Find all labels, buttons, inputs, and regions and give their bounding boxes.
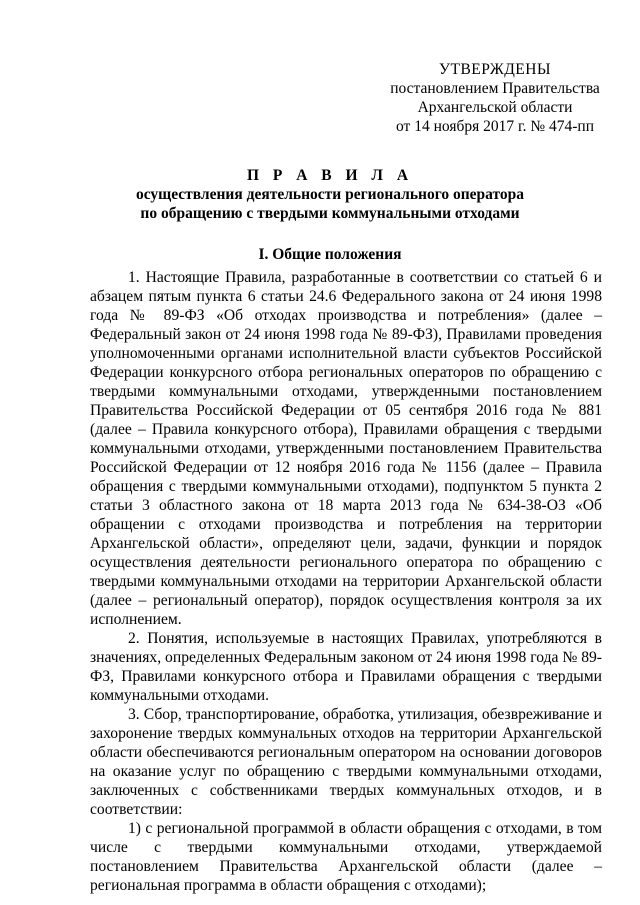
- title-heading: П Р А В И Л А: [246, 167, 414, 184]
- section-heading: I. Общие положения: [258, 246, 402, 263]
- paragraph: 1) с региональной программой в области обращения с отходами, в том числе с твердыми коммунальными отходами, утверждаемой постановлением Правительства Архангельской области (далее – региональная программа в области обращения с отходами);: [90, 820, 602, 894]
- title-subtitle: по обращению с твердыми коммунальными отходами: [140, 205, 520, 222]
- paragraph: 1. Настоящие Правила, разработанные в соответствии со статьей 6 и абзацем пятым пункта 6 статьи 24.6 Федерального закона от 24 июня 1998 года № 89-ФЗ «Об отходах производства и потребления» (далее – Федеральный закон от 24 июня 1998 года № 89-ФЗ), Правилами проведения уполномоченными органами исполнительной власти субъектов Российской Федерации конкурсного отбора региональных операторов по обращению с твердыми коммунальными отходами, утвержденными постановлением Правительства Российской Федерации от 05 сентября 2016 года № 881 (далее – Правила конкурсного отбора), Правилами обращения с твердыми коммунальными отходами, утвержденными постановлением Правительства Российской Федерации от 12 ноября 2016 года № 1156 (далее – Правила обращения с твердыми коммунальными отходами), подпунктом 5 пункта 2 статьи 3 областного закона от 18 марта 2013 года № 634-38-ОЗ «Об обращении с отходами производства и потребления на территории Архангельской области», определяют цели, задачи, функции и порядок осуществления деятельности регионального оператора по обращению с твердыми коммунальными отходами на территории Архангельской области (далее – региональный оператор), порядок осуществления контроля за их исполнением.: [90, 269, 602, 628]
- document-body: [90, 268, 602, 895]
- approval-stamp: [370, 60, 620, 136]
- approval-heading: УТВЕРЖДЕНЫ: [439, 61, 551, 78]
- paragraph: 3. Сбор, транспортирование, обработка, утилизация, обезвреживание и захоронение твердых коммунальных отходов на территории Архангельской области обеспечиваются региональным оператором на основании договоров на оказание услуг по обращению с твердыми коммунальными отходами, заключенных с собственниками твердых коммунальных отходов, и в соответствии:: [90, 706, 602, 818]
- paragraph: 2. Понятия, используемые в настоящих Правилах, употребляются в значениях, определенных Федеральным законом от 24 июня 1998 года № 89-ФЗ, Правилами конкурсного отбора и Правилами обращения с твердыми коммунальными отходами.: [90, 630, 602, 704]
- document-title: [60, 166, 600, 223]
- approval-date-line: от 14 ноября 2017 г. № 474-пп: [396, 118, 594, 135]
- approval-line: Архангельской области: [417, 99, 573, 116]
- title-subtitle: осуществления деятельности регионального оператора: [135, 186, 525, 203]
- approval-line: постановлением Правительства: [390, 80, 600, 97]
